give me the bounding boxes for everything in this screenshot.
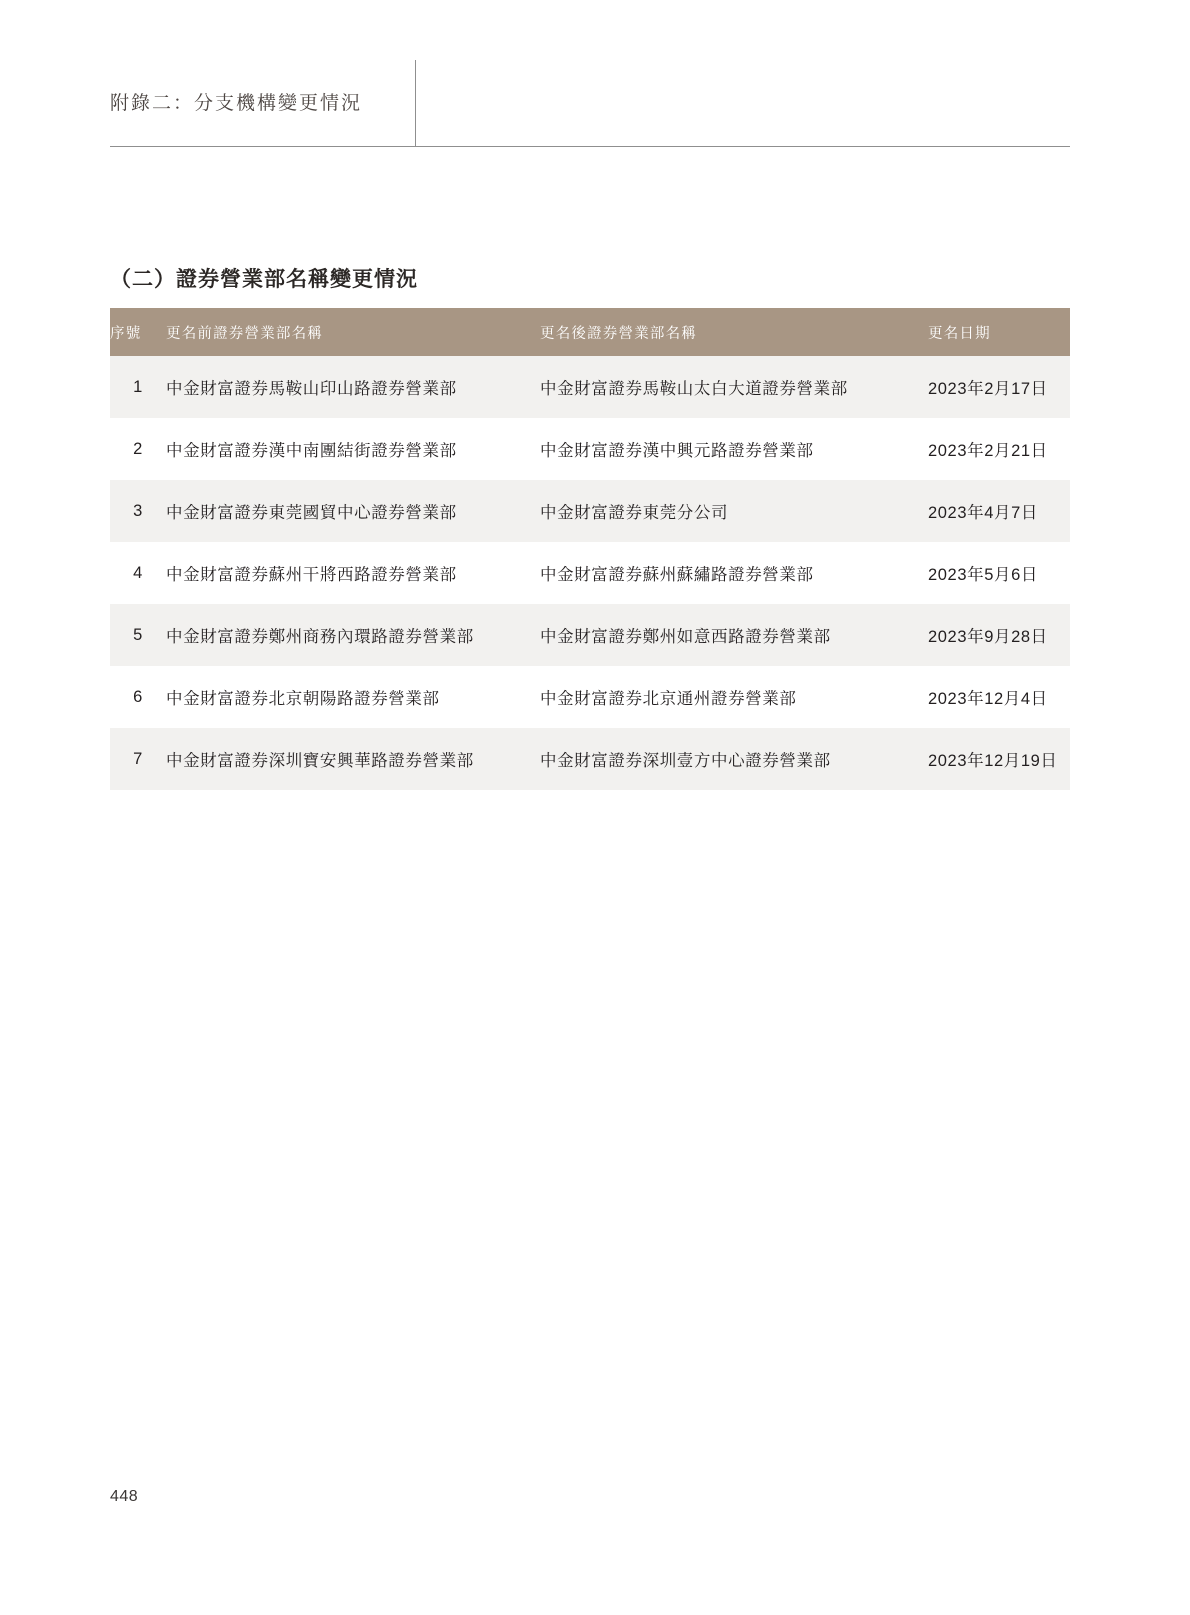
cell-no: 6 bbox=[133, 687, 143, 706]
running-header-title: 附錄二：分支機構變更情況 bbox=[110, 93, 363, 114]
table-body bbox=[110, 356, 1070, 790]
header-horizontal-rule bbox=[110, 146, 1070, 147]
cell-date: 2023年2月21日 bbox=[928, 442, 1048, 460]
header-vertical-rule bbox=[415, 60, 416, 146]
cell-after: 中金財富證券漢中興元路證券營業部 bbox=[540, 442, 814, 460]
cell-before: 中金財富證券蘇州干將西路證券營業部 bbox=[166, 566, 457, 584]
branch-name-change-table bbox=[110, 308, 1070, 790]
cell-after: 中金財富證券北京通州證券營業部 bbox=[540, 690, 797, 708]
cell-before: 中金財富證券漢中南團結街證券營業部 bbox=[166, 442, 457, 460]
cell-before: 中金財富證券深圳寶安興華路證券營業部 bbox=[166, 752, 474, 770]
column-header-after: 更名後證券營業部名稱 bbox=[540, 308, 928, 356]
cell-after: 中金財富證券蘇州蘇繡路證券營業部 bbox=[540, 566, 814, 584]
cell-date: 2023年12月4日 bbox=[928, 690, 1048, 708]
table-header-row bbox=[110, 308, 1070, 356]
cell-before: 中金財富證券東莞國貿中心證券營業部 bbox=[166, 504, 457, 522]
column-header-date: 更名日期 bbox=[928, 308, 1070, 356]
table-row bbox=[110, 666, 1070, 728]
cell-after: 中金財富證券深圳壹方中心證券營業部 bbox=[540, 752, 831, 770]
page-number: 448 bbox=[110, 1488, 139, 1505]
table-header bbox=[110, 308, 1070, 356]
cell-date: 2023年4月7日 bbox=[928, 504, 1038, 522]
table-row bbox=[110, 356, 1070, 418]
running-header bbox=[110, 60, 1070, 150]
cell-before: 中金財富證券北京朝陽路證券營業部 bbox=[166, 690, 440, 708]
cell-date: 2023年12月19日 bbox=[928, 752, 1058, 770]
cell-after: 中金財富證券馬鞍山太白大道證券營業部 bbox=[540, 380, 848, 398]
cell-date: 2023年5月6日 bbox=[928, 566, 1038, 584]
cell-no: 2 bbox=[133, 439, 143, 458]
cell-no: 1 bbox=[133, 377, 143, 396]
table-row bbox=[110, 542, 1070, 604]
cell-after: 中金財富證券東莞分公司 bbox=[540, 504, 729, 522]
cell-no: 5 bbox=[133, 625, 143, 644]
branch-name-change-table-wrap bbox=[110, 308, 1070, 790]
cell-before: 中金財富證券鄭州商務內環路證券營業部 bbox=[166, 628, 474, 646]
cell-no: 4 bbox=[133, 563, 143, 582]
cell-before: 中金財富證券馬鞍山印山路證券營業部 bbox=[166, 380, 457, 398]
cell-date: 2023年2月17日 bbox=[928, 380, 1048, 398]
table-row bbox=[110, 728, 1070, 790]
table-row bbox=[110, 480, 1070, 542]
cell-after: 中金財富證券鄭州如意西路證券營業部 bbox=[540, 628, 831, 646]
column-header-before: 更名前證券營業部名稱 bbox=[166, 308, 540, 356]
column-header-no: 序號 bbox=[110, 308, 166, 356]
table-row bbox=[110, 418, 1070, 480]
cell-no: 7 bbox=[133, 749, 143, 768]
cell-no: 3 bbox=[133, 501, 143, 520]
cell-date: 2023年9月28日 bbox=[928, 628, 1048, 646]
section-heading: （二）證券營業部名稱變更情況 bbox=[110, 268, 418, 291]
table-row bbox=[110, 604, 1070, 666]
